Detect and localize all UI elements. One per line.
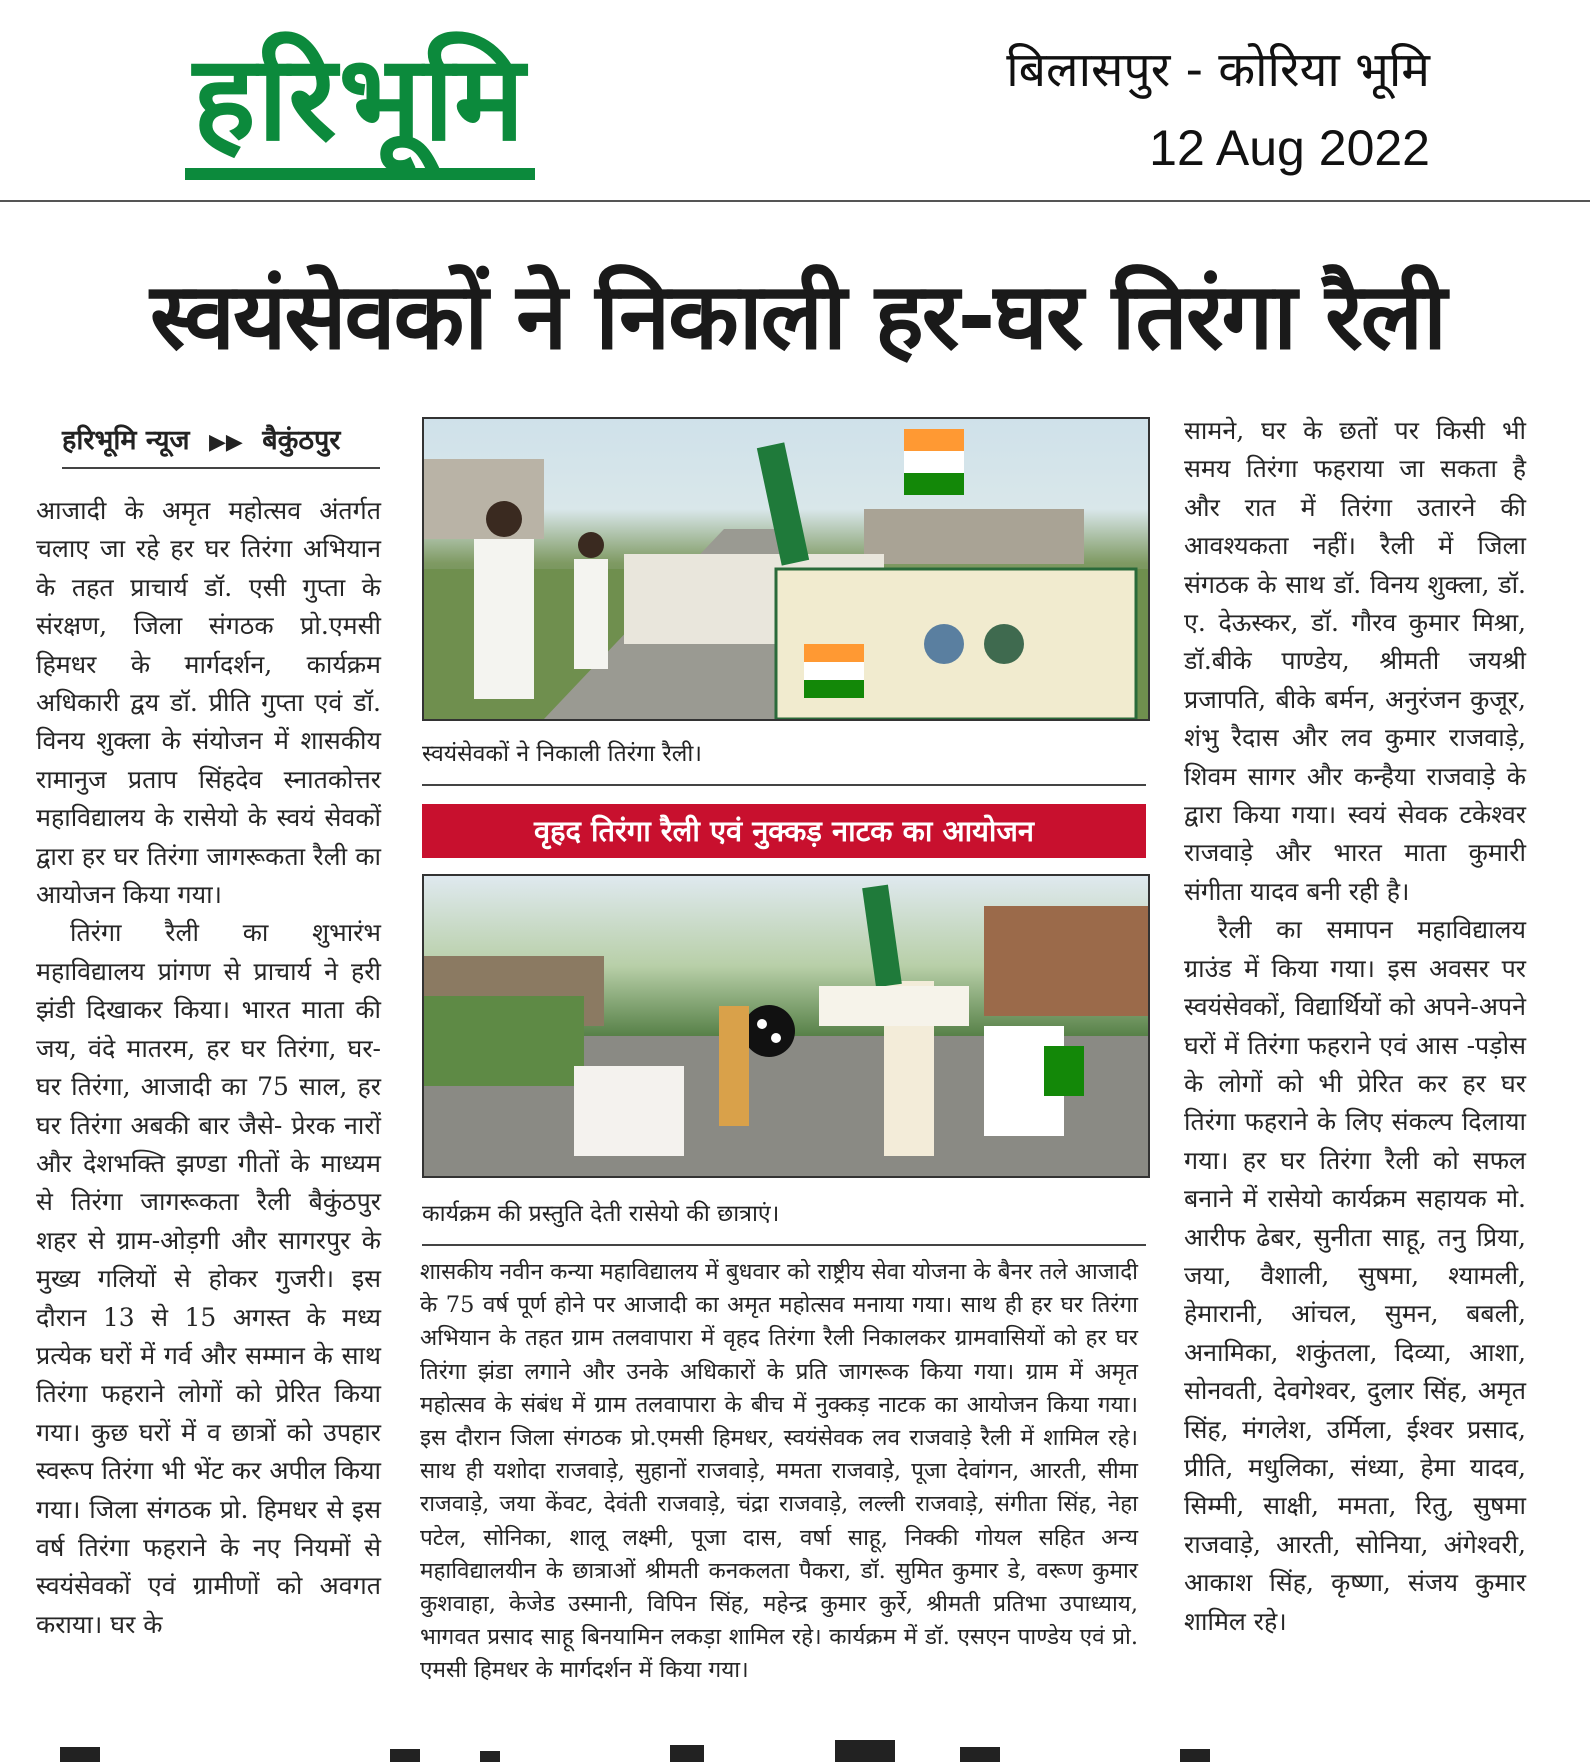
street-play-photo-illustration: [424, 876, 1148, 1176]
newspaper-logo: हरिभूमि: [185, 28, 535, 180]
cropped-heading-fragment: [60, 1735, 1530, 1762]
cropped-next-article: [60, 1735, 1530, 1762]
street-play-photo-caption: कार्यक्रम की प्रस्तुति देती रासेयो की छात्राएं।: [422, 1198, 1146, 1246]
byline-place: बैकुंठपुर: [262, 425, 341, 456]
left-paragraph-1: आजादी के अमृत महोत्सव अंतर्गत चलाए जा रहे हर घर तिरंगा अभियान के तहत प्राचार्य डॉ. एसी गुप्ता के संरक्षण, जिला संगठक प्रो.एमसी हिमधर के मार्गदर्शन, कार्यक्रम अधिकारी द्वय डॉ. प्रीति गुप्ता एवं डॉ. विनय शुक्ला के संयोजन में शासकीय रामानुज प्रताप सिंहदेव स्नातकोत्तर महाविद्यालय के रासेयो के स्वयं सेवकों द्वारा हर घर तिरंगा जागरूकता रैली का आयोजन किया गया।: [36, 496, 381, 910]
right-paragraph-1: सामने, घर के छतों पर किसी भी समय तिरंगा फहराया जा सकता है और रात में तिरंगा उतारने की आवश्यकता नहीं। रैली में जिला संगठक के साथ डॉ. विनय शुक्ला, डॉ. ए. देऊस्कर, डॉ. गौरव कुमार मिश्रा, डॉ.बीके पाण्डेय, श्रीमती जयश्री प्रजापति, बीके बर्मन, अनुरंजन कुजूर, शंभु रैदास और लव कुमार राजवाड़े, शिवम सागर और कन्हैया राजवाड़े के द्वारा किया गया। स्वयं सेवक टकेश्वर राजवाड़े और भारत माता कुमारी संगीता यादव बनी रही है।: [1184, 416, 1526, 906]
edition-name: बिलासपुर - कोरिया भूमि: [1006, 42, 1430, 98]
article-headline: स्वयंसेवकों ने निकाली हर-घर तिरंगा रैली: [150, 263, 1445, 370]
middle-paragraph-1: शासकीय नवीन कन्या महाविद्यालय में बुधवार को राष्ट्रीय सेवा योजना के बैनर तले आजादी के 75 वर्ष पूर्ण होने पर आजादी का अमृत महोत्सव मनाया गया। साथ ही हर घर तिरंगा अभियान के तहत ग्राम तलवापारा में वृहद तिरंगा रैली निकालकर ग्रामवासियों को हर घर तिरंगा झंडा लगाने और उनके अधिकारों के प्रति जागरूक किया गया। ग्राम में अमृत महोत्सव के संबंध में ग्राम तलवापारा के बीच में नुक्कड़ नाटक का आयोजन किया गया। इस दौरान जिला संगठक प्रो.एमसी हिमधर, स्वयंसेवक लव राजवाड़े रैली में शामिल रहे। साथ ही यशोदा राजवाड़े, सुहानों राजवाड़े, ममता राजवाड़े, पूजा देवांगन, आरती, सीमा राजवाड़े, जया केंवट, देवंती राजवाड़े, चंद्रा राजवाड़े, लल्ली राजवाड़े, संगीता सिंह, नेहा पटेल, सोनिका, शालू लक्ष्मी, पूजा दास, वर्षा साहू, निक्की गोयल सहित अन्य महाविद्यालयीन के छात्राओं श्रीमती कनकलता पैकरा, डॉ. सुमित कुमार डे, वरूण कुमार कुशवाहा, केजेड उस्मानी, विपिन सिंह, महेन्द्र कुमार कुर्रे, श्रीमती प्रतिभा उपाध्याय, भागवत प्रसाद साहू बिनयामिन लकड़ा शामिल रहे। कार्यक्रम में डॉ. एसएन पाण्डेय एवं प्रो. एमसी हिमधर के मार्गदर्शन में किया गया।: [420, 1259, 1138, 1684]
rally-photo-illustration: [424, 419, 1148, 719]
rally-photo-caption: स्वयंसेवकों ने निकाली तिरंगा रैली।: [422, 738, 1146, 786]
masthead: [0, 0, 1590, 202]
edition-date: 12 Aug 2022: [1149, 120, 1430, 176]
right-paragraph-2: रैली का समापन महाविद्यालय ग्राउंड में किया गया। इस अवसर पर स्वयंसेवकों, विद्यार्थियों को अपने-अपने घरों में तिरंगा फहराने एवं आस -पड़ोस के लोगों को भी प्रेरित कर हर घर तिरंगा फहराने के लिए संकल्प दिलाया गया। हर घर तिरंगा रैली को सफल बनाने में रासेयो कार्यक्रम सहायक मो. आरीफ ढेबर, सुनीता साहू, तनु प्रिया, जया, वैशाली, सुषमा, श्यामली, हेमारानी, आंचल, सुमन, बबली, अनामिका, शकुंतला, दिव्या, आशा, सोनवती, देवगेश्वर, दुलार सिंह, अमृत सिंह, मंगलेश, उर्मिला, ईश्वर प्रसाद, प्रीति, मधुलिका, संध्या, हेमा यादव, सिम्मी, साक्षी, ममता, रितु, सुषमा राजवाड़े, आरती, सोनिया, अंगेश्वरी, आकाश सिंह, कृष्णा, संजय कुमार शामिल रहे।: [1184, 915, 1526, 1636]
left-column-text: [36, 492, 381, 1644]
fast-forward-icon: ▶▶: [208, 430, 243, 455]
street-play-photo: [422, 874, 1150, 1178]
edition-info: [1006, 40, 1430, 178]
middle-column-text: [420, 1256, 1138, 1688]
byline-source: हरिभूमि न्यूज: [62, 425, 190, 456]
sub-headline: वृहद तिरंगा रैली एवं नुक्कड़ नाटक का आयोजन: [422, 804, 1146, 858]
byline: [62, 420, 380, 469]
left-paragraph-2: तिरंगा रैली का शुभारंभ महाविद्यालय प्रांगण से प्राचार्य ने हरी झंडी दिखाकर किया। भारत माता की जय, वंदे मातरम, हर घर तिरंगा, घर-घर तिरंगा, आजादी का 75 साल, हर घर तिरंगा अबकी बार जैसे- प्रेरक नारों और देशभक्ति झण्डा गीतों के माध्यम से तिरंगा जागरूकता रैली बैकुंठपुर शहर से ग्राम-ओड़गी और सागरपुर के मुख्य गलियों से होकर गुजरी। इस दौरान 13 से 15 अगस्त के मध्य प्रत्येक घरों में गर्व और सम्मान के साथ तिरंगा फहराने लोगों को प्रेरित किया गया। कुछ घरों में व छात्रों को उपहार स्वरूप तिरंगा भी भेंट कर अपील किया गया। जिला संगठक प्रो. हिमधर से इस वर्ष तिरंगा फहराने के नए नियमों से स्वयंसेवकों एवं ग्रामीणों को अवगत कराया। घर के: [36, 918, 381, 1639]
rally-photo: [422, 417, 1150, 721]
right-column-text: [1184, 412, 1526, 1641]
